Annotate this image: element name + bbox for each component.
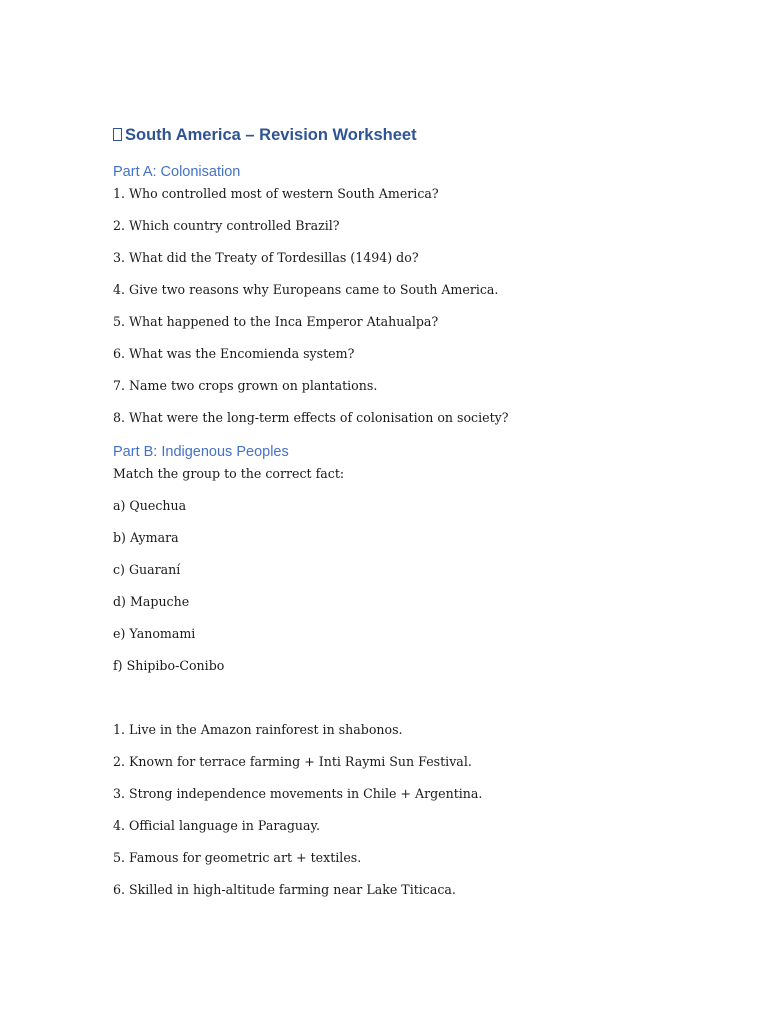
- fact-item: 3. Strong independence movements in Chile + Argentina.: [113, 786, 483, 801]
- part-a-question: 1. Who controlled most of western South America?: [113, 186, 439, 201]
- part-a-heading: Part A: Colonisation: [113, 164, 241, 180]
- part-a-question: 5. What happened to the Inca Emperor Atahualpa?: [113, 314, 439, 329]
- missing-glyph-icon: [113, 128, 122, 141]
- group-item: f) Shipibo-Conibo: [113, 658, 225, 673]
- worksheet-title: [113, 125, 417, 145]
- worksheet-title-text: South America – Revision Worksheet: [125, 126, 417, 144]
- part-a-question: 2. Which country controlled Brazil?: [113, 218, 340, 233]
- group-item: e) Yanomami: [113, 626, 196, 641]
- group-item: d) Mapuche: [113, 594, 190, 609]
- group-item: b) Aymara: [113, 530, 179, 545]
- part-a-question: 6. What was the Encomienda system?: [113, 346, 355, 361]
- part-a-question: 4. Give two reasons why Europeans came to South America.: [113, 282, 499, 297]
- fact-item: 6. Skilled in high-altitude farming near Lake Titicaca.: [113, 882, 456, 897]
- part-a-question: 3. What did the Treaty of Tordesillas (1494) do?: [113, 250, 419, 265]
- fact-item: 2. Known for terrace farming + Inti Raymi Sun Festival.: [113, 754, 472, 769]
- part-a-question: 8. What were the long-term effects of colonisation on society?: [113, 410, 509, 425]
- group-item: a) Quechua: [113, 498, 187, 513]
- fact-item: 4. Official language in Paraguay.: [113, 818, 320, 833]
- part-a-question: 7. Name two crops grown on plantations.: [113, 378, 378, 393]
- part-b-instruction: Match the group to the correct fact:: [113, 466, 345, 481]
- part-b-heading: Part B: Indigenous Peoples: [113, 444, 289, 460]
- group-item: c) Guaraní: [113, 562, 181, 577]
- fact-item: 5. Famous for geometric art + textiles.: [113, 850, 362, 865]
- fact-item: 1. Live in the Amazon rainforest in shabonos.: [113, 722, 403, 737]
